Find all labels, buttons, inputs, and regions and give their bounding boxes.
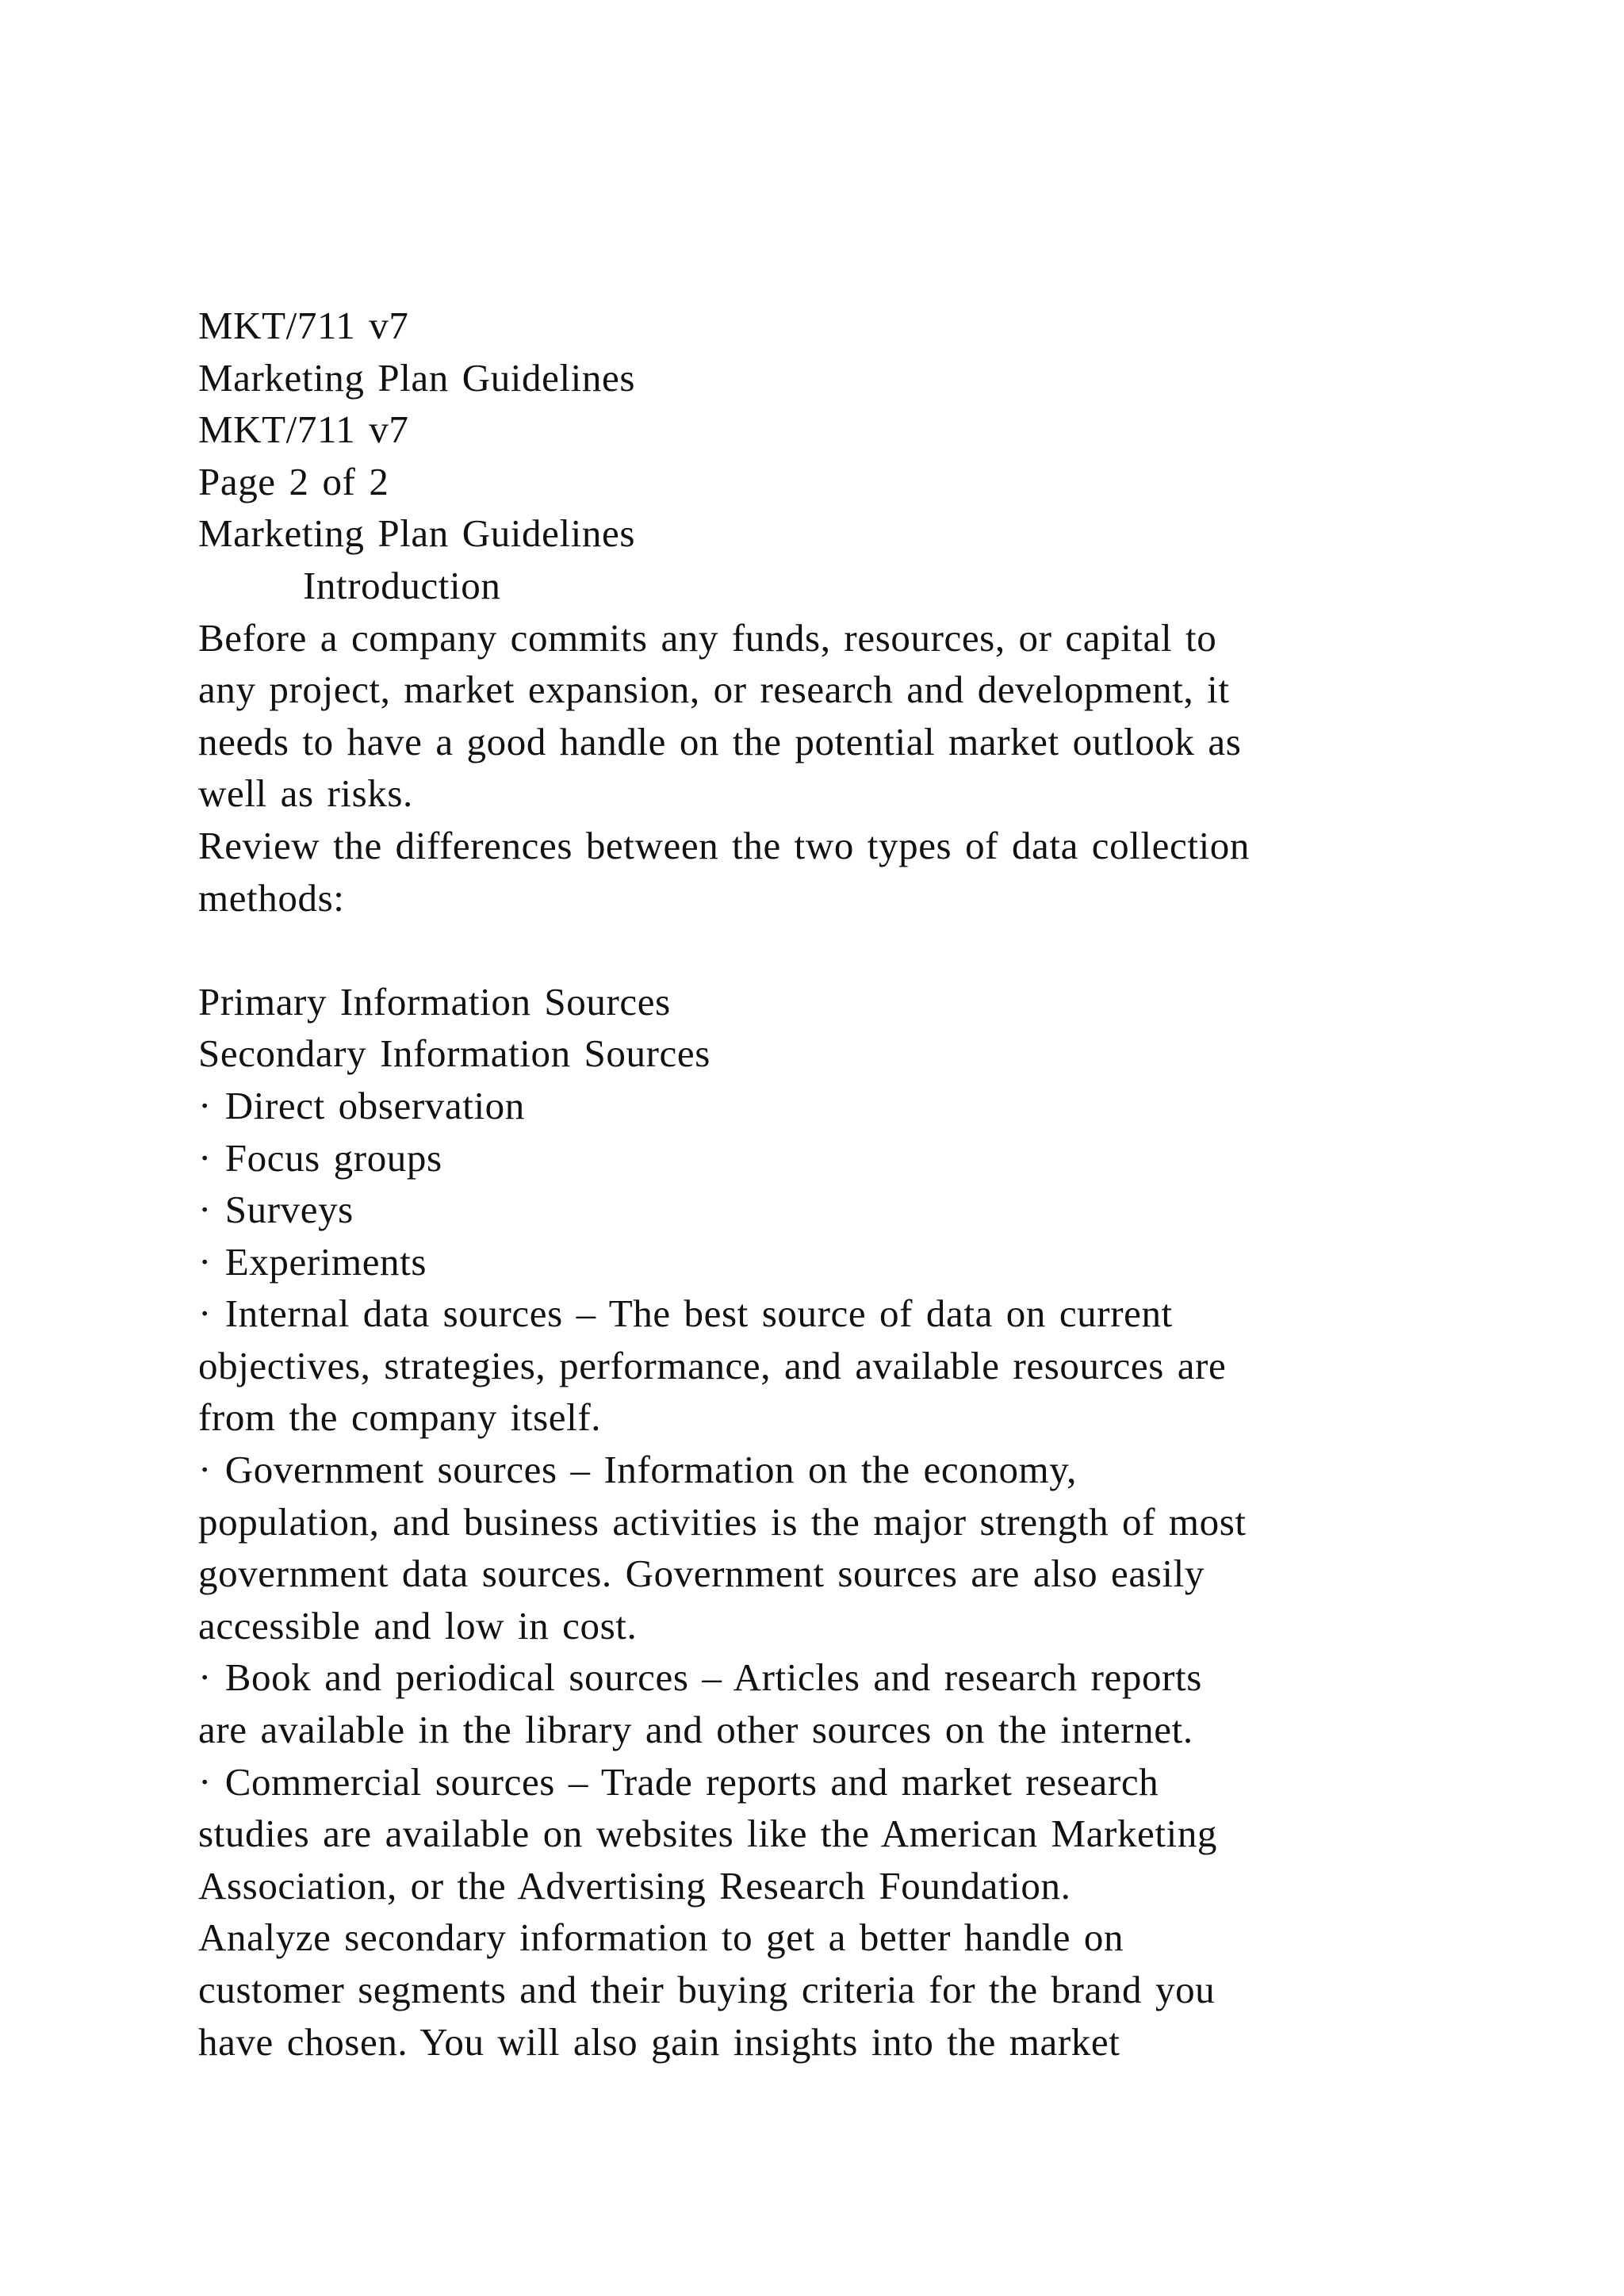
- section-heading-introduction: Introduction: [303, 563, 501, 607]
- paragraph-line: population, and business activities is the major strength of most: [198, 1499, 1247, 1544]
- paragraph-line: well as risks.: [198, 771, 413, 816]
- paragraph-line: have chosen. You will also gain insights into the market: [198, 2019, 1120, 2064]
- list-item: · Experiments: [198, 1239, 427, 1284]
- paragraph-line: methods:: [198, 875, 345, 920]
- list-item: · Focus groups: [198, 1135, 442, 1180]
- paragraph-line: any project, market expansion, or research and development, it: [198, 668, 1230, 712]
- column-heading-primary: Primary Information Sources: [198, 979, 671, 1024]
- paragraph-line: accessible and low in cost.: [198, 1603, 638, 1647]
- list-item: · Surveys: [198, 1188, 354, 1232]
- document-body: [198, 300, 1435, 2068]
- paragraph-line: Association, or the Advertising Research Foundation.: [198, 1863, 1071, 1908]
- header-title: Marketing Plan Guidelines: [198, 511, 636, 556]
- paragraph-line: Analyze secondary information to get a better handle on: [198, 1915, 1124, 1960]
- paragraph-line: from the company itself.: [198, 1395, 602, 1440]
- paragraph-line: government data sources. Government sources are also easily: [198, 1552, 1205, 1596]
- document-title: Marketing Plan Guidelines: [198, 355, 636, 400]
- header-course-code: MKT/711 v7: [198, 408, 409, 452]
- paragraph-line: needs to have a good handle on the potential market outlook as: [198, 719, 1242, 763]
- list-item: · Commercial sources – Trade reports and market research: [198, 1759, 1159, 1804]
- list-item: · Book and periodical sources – Articles and research reports: [198, 1655, 1202, 1700]
- paragraph-line: are available in the library and other sources on the internet.: [198, 1708, 1193, 1752]
- column-heading-secondary: Secondary Information Sources: [198, 1031, 710, 1076]
- list-item: · Government sources – Information on the economy,: [198, 1448, 1078, 1492]
- paragraph-line: customer segments and their buying criteria for the brand you: [198, 1968, 1216, 2011]
- paragraph-line: studies are available on websites like the American Marketing: [198, 1812, 1218, 1856]
- paragraph-line: Before a company commits any funds, resources, or capital to: [198, 615, 1217, 660]
- blank-line: [198, 924, 1435, 976]
- paragraph-line: Review the differences between the two types of data collection: [198, 823, 1251, 867]
- list-item: · Direct observation: [198, 1083, 525, 1127]
- list-item: · Internal data sources – The best source of data on current: [198, 1292, 1173, 1336]
- course-code: MKT/711 v7: [198, 304, 409, 347]
- paragraph-line: objectives, strategies, performance, and available resources are: [198, 1343, 1227, 1387]
- page-number: Page 2 of 2: [198, 459, 389, 503]
